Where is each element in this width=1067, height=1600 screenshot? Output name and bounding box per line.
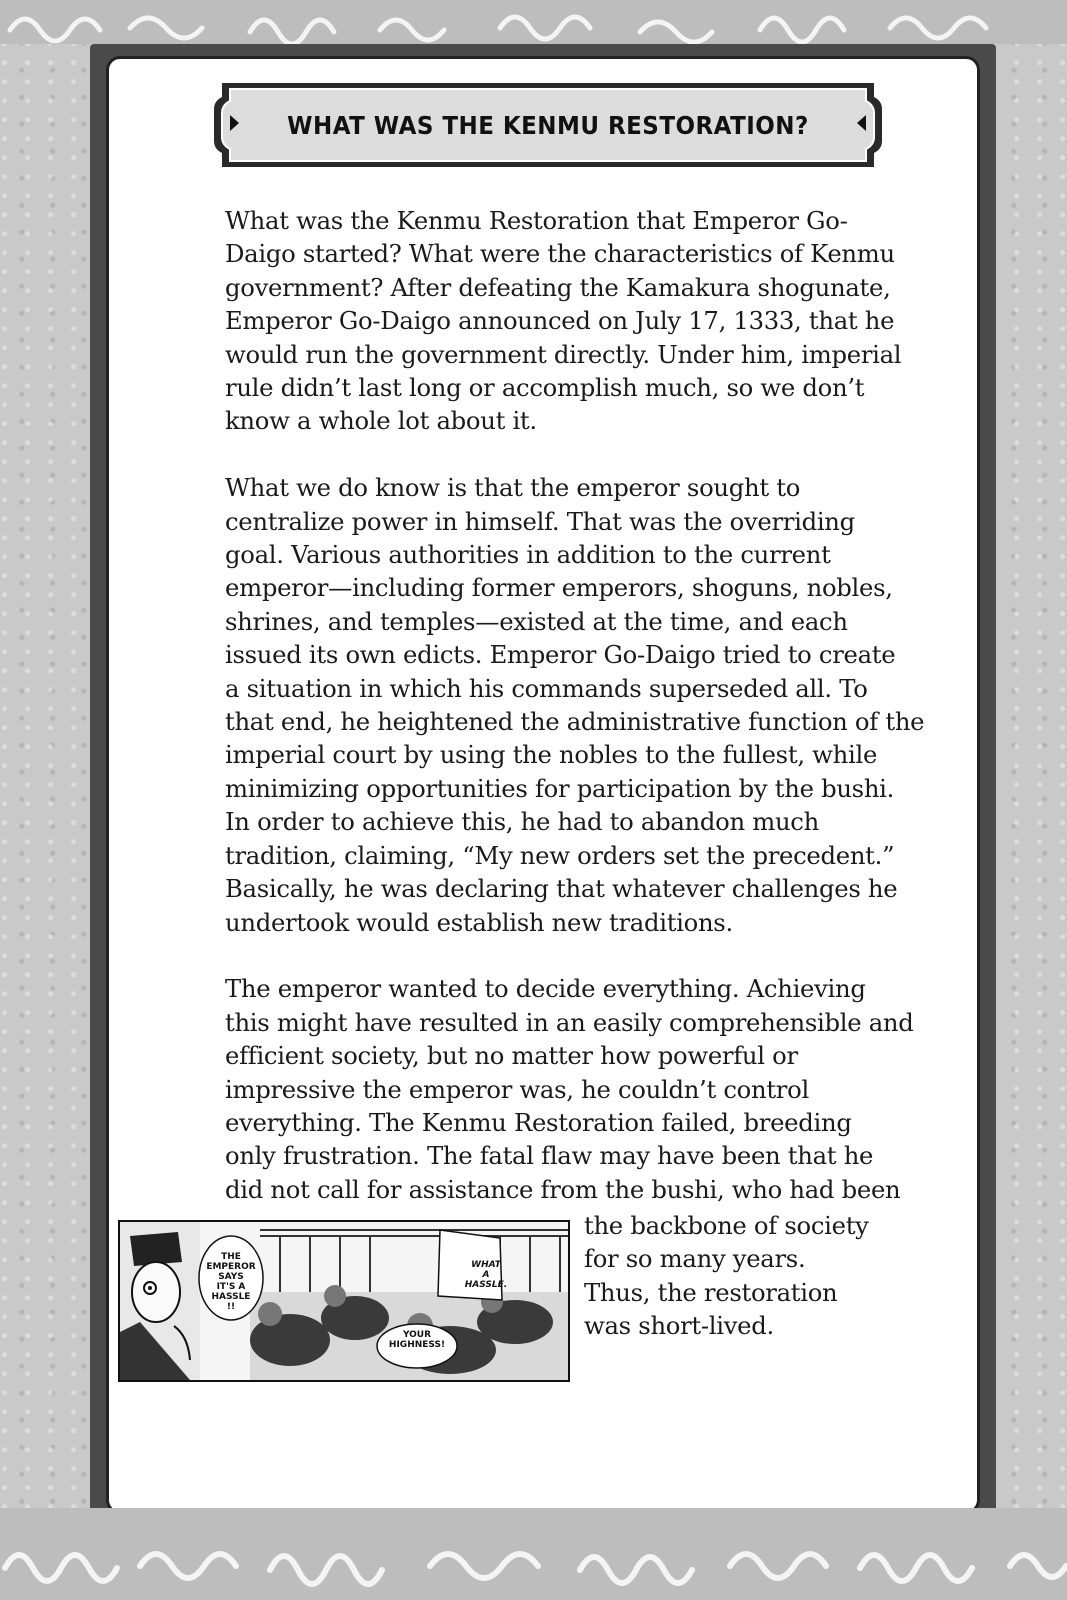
manga-panel-illustration xyxy=(118,1220,570,1382)
text-line: What we do know is that the emperor sought to xyxy=(225,473,801,503)
text-line: imperial court by using the nobles to the fullest, while xyxy=(225,740,878,770)
text-line: undertook would establish new traditions. xyxy=(225,907,733,937)
manga-panel-art xyxy=(120,1222,568,1380)
bubble-text: SAYS xyxy=(218,1272,244,1282)
bubble-text: WHAT xyxy=(471,1260,501,1270)
speech-bubble-left xyxy=(202,1252,260,1312)
text-line: a situation in which his commands superseded all. To xyxy=(225,673,868,703)
text-line: the backbone of society xyxy=(584,1211,869,1240)
bubble-text: !! xyxy=(226,1302,236,1312)
text-line: know a whole lot about it. xyxy=(225,406,537,436)
bubble-text: YOUR xyxy=(402,1330,432,1340)
text-line: everything. The Kenmu Restoration failed, breeding xyxy=(225,1107,852,1137)
article-body xyxy=(225,204,925,1240)
text-line: impressive the emperor was, he couldn’t control xyxy=(225,1074,809,1104)
text-line: would run the government directly. Under him, imperial xyxy=(225,339,902,369)
text-line: centralize power in himself. That was the overriding xyxy=(225,506,855,536)
text-line: that end, he heightened the administrative function of the xyxy=(225,707,925,737)
text-line: rule didn’t last long or accomplish much, so we don’t xyxy=(225,373,865,403)
text-line: goal. Various authorities in addition to the current xyxy=(225,540,831,570)
section-banner xyxy=(210,75,886,175)
paragraph-1 xyxy=(225,204,900,438)
paragraph-3-continuation xyxy=(584,1209,904,1343)
text-line: shrines, and temples—existed at the time, and each xyxy=(225,606,848,636)
text-line: issued its own edicts. Emperor Go-Daigo tried to create xyxy=(225,640,896,670)
bubble-text: HASSLE. xyxy=(464,1280,508,1290)
text-line: efficient society, but no matter how powerful or xyxy=(225,1041,798,1071)
text-line: was short-lived. xyxy=(584,1311,774,1341)
text-line: In order to achieve this, he had to abandon much xyxy=(225,807,819,837)
text-line: Daigo started? What were the characteristics of Kenmu xyxy=(225,239,895,269)
text-line: Basically, he was declaring that whatever challenges he xyxy=(225,874,898,904)
bubble-text: HASSLE xyxy=(211,1292,251,1302)
speech-bubble-right xyxy=(456,1260,516,1290)
text-line: minimizing opportunities for participation by the bushi. xyxy=(225,773,895,803)
text-line: this might have resulted in an easily comprehensible and xyxy=(225,1007,914,1037)
bubble-text: IT'S A xyxy=(216,1282,246,1292)
bubble-text: EMPEROR xyxy=(206,1262,256,1272)
paragraph-2 xyxy=(225,471,925,939)
text-line: The emperor wanted to decide everything. Achieving xyxy=(225,974,866,1004)
text-line: tradition, claiming, “My new orders set the precedent.” xyxy=(225,840,895,870)
text-line: Emperor Go-Daigo announced on July 17, 1333, that he xyxy=(225,306,895,336)
text-line: government? After defeating the Kamakura shogunate, xyxy=(225,272,891,302)
text-line: emperor—including former emperors, shoguns, nobles, xyxy=(225,573,893,603)
text-line: for so many years. xyxy=(584,1244,806,1274)
text-line: did not call for assistance from the bushi, who had been xyxy=(225,1174,901,1204)
top-ornament-band xyxy=(0,0,1067,44)
bottom-ornament-band xyxy=(0,1508,1067,1600)
paragraph-3 xyxy=(225,972,914,1206)
text-line: What was the Kenmu Restoration that Emperor Go- xyxy=(225,206,848,235)
banner-title: WHAT WAS THE KENMU RESTORATION? xyxy=(287,110,809,140)
bubble-text: A xyxy=(482,1270,490,1280)
text-line: Thus, the restoration xyxy=(584,1277,838,1307)
bubble-text: HIGHNESS! xyxy=(388,1340,446,1350)
speech-bubble-center xyxy=(382,1330,452,1350)
text-line: only frustration. The fatal flaw may have been that he xyxy=(225,1141,874,1171)
bubble-text: THE xyxy=(221,1252,241,1262)
